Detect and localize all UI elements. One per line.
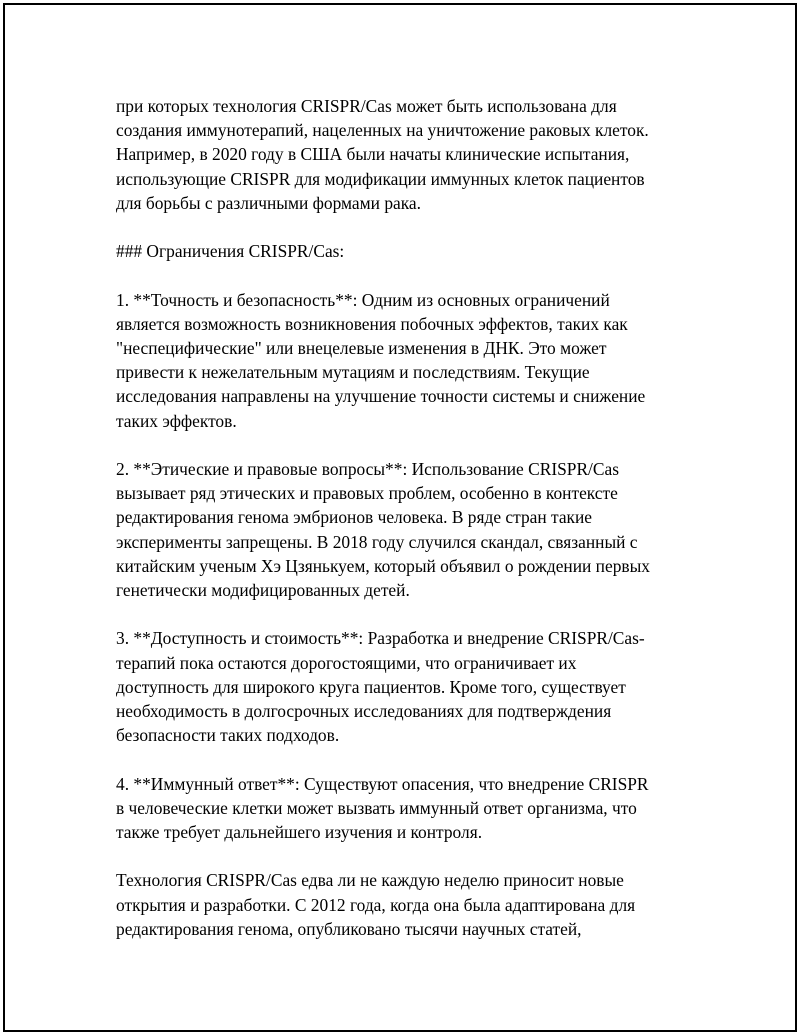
text-line: "неспецифические" или внецелевые изменения в ДНК. Это может [116,338,607,358]
text-line: привести к нежелательным мутациям и последствиям. Текущие [116,362,590,383]
text-line: китайским ученым Хэ Цзянькуем, который объявил о рождении первых [116,555,650,576]
text-line: таких эффектов. [116,410,237,431]
list-item-ethics-law [116,457,696,602]
text-line: 3. **Доступность и стоимость**: Разработка и внедрение CRISPR/Cas- [116,628,645,649]
paragraph-crispr-progress [116,868,696,941]
paragraph-crispr-cancer-immunotherapy [116,94,696,215]
list-item-accuracy-safety [116,288,696,433]
list-item-immune-response [116,772,696,845]
text-line: создания иммунотерапий, нацеленных на уничтожение раковых клеток. [116,120,649,141]
heading-text: ### Ограничения CRISPR/Cas: [116,241,345,262]
text-line: редактирования генома эмбрионов человека. В ряде стран такие [116,507,593,528]
text-line: также требует дальнейшего изучения и контроля. [116,822,483,843]
text-line: в человеческие клетки может вызвать иммунный ответ организма, что [116,797,637,818]
text-line: генетически модифицированных детей. [116,580,410,601]
text-line: Технология CRISPR/Cas едва ли не каждую неделю приносит новые [116,870,624,891]
text-line: 1. **Точность и безопасность**: Одним из основных ограничений [116,289,610,310]
text-line: исследования направлены на улучшение точности системы и снижение [116,386,646,407]
text-line: Например, в 2020 году в США были начаты клинические испытания, [116,144,630,165]
text-line: является возможность возникновения побочных эффектов, таких как [116,313,628,334]
text-line: необходимость в долгосрочных исследованиях для подтверждения [116,701,612,722]
text-line: при которых технология CRISPR/Cas может быть использована для [116,96,617,116]
text-line: редактирования генома, опубликовано тысячи научных статей, [116,918,582,939]
document-body [116,94,696,965]
text-line: вызывает ряд этических и правовых проблем, особенно в контексте [116,483,618,504]
text-line: использующие CRISPR для модификации иммунных клеток пациентов [116,168,645,189]
text-line: эксперименты запрещены. В 2018 году случился скандал, связанный с [116,531,638,552]
section-heading-limitations [116,239,696,263]
text-line: для борьбы с различными формами рака. [116,192,421,213]
text-line: безопасности таких подходов. [116,725,340,746]
text-line: терапий пока остаются дорогостоящими, что ограничивает их [116,652,577,673]
text-line: открытия и разработки. С 2012 года, когда она была адаптирована для [116,894,636,915]
text-line: 4. **Иммунный ответ**: Существуют опасения, что внедрение CRISPR [116,773,649,794]
text-line: доступность для широкого круга пациентов. Кроме того, существует [116,676,626,697]
text-line: 2. **Этические и правовые вопросы**: Использование CRISPR/Cas [116,459,619,479]
list-item-accessibility-cost [116,626,696,747]
